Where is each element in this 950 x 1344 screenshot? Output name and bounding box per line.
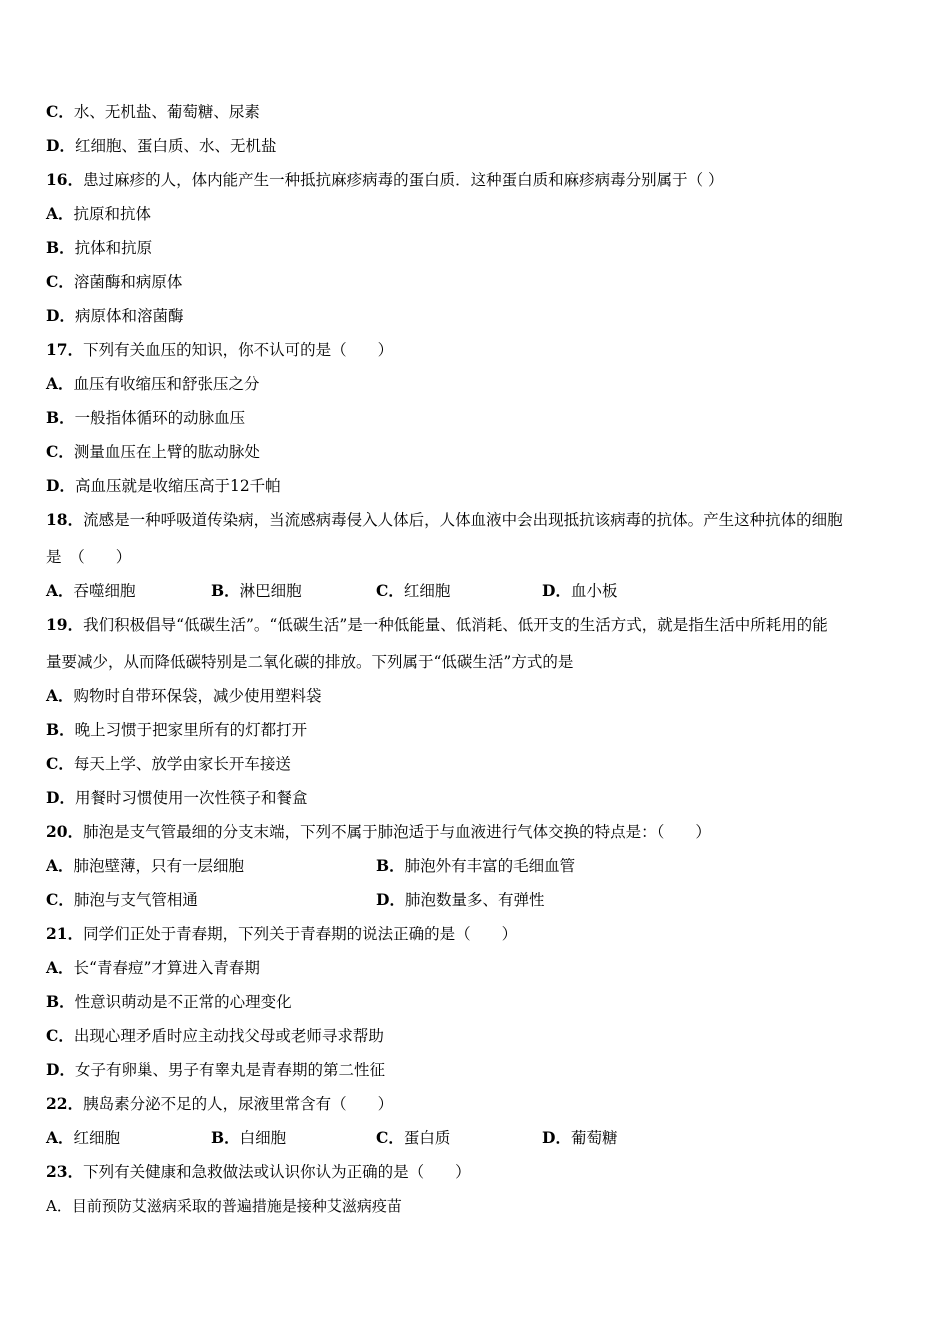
- q20-option-a: A．肺泡壁薄，只有一层细胞: [46, 856, 245, 875]
- q20-option-c: C．肺泡与支气管相通: [46, 890, 198, 909]
- q15-option-c: C．水、无机盐、葡萄糖、尿素: [46, 102, 260, 121]
- q23-option-a: A．目前预防艾滋病采取的普遍措施是接种艾滋病疫苗: [46, 1197, 402, 1215]
- q17-stem: 17．下列有关血压的知识，你不认可的是（ ）: [46, 340, 394, 359]
- q23-stem: 23．下列有关健康和急救做法或认识你认为正确的是（ ）: [46, 1162, 471, 1181]
- q20-options-cd: [46, 890, 906, 910]
- q18-option-c: C．红细胞: [376, 581, 451, 600]
- q19-option-c: C．每天上学、放学由家长开车接送: [46, 754, 291, 773]
- q21-option-b: B．性意识萌动是不正常的心理变化: [46, 992, 292, 1011]
- q19-stem-cont: 量要减少，从而降低碳特别是二氧化碳的排放。下列属于“低碳生活”方式的是: [46, 653, 574, 671]
- q19-option-b: B．晚上习惯于把家里所有的灯都打开: [46, 720, 308, 739]
- q16-stem: 16．患过麻疹的人，体内能产生一种抵抗麻疹病毒的蛋白质．这种蛋白质和麻疹病毒分别属于（ ）: [46, 170, 724, 189]
- q22-options: [46, 1128, 906, 1148]
- q22-option-a: A．红细胞: [46, 1128, 121, 1147]
- q21-stem: 21．同学们正处于青春期，下列关于青春期的说法正确的是（ ）: [46, 924, 518, 943]
- q17-option-d: D．高血压就是收缩压高于12千帕: [46, 476, 281, 495]
- q16-option-a: A．抗原和抗体: [46, 204, 152, 223]
- q20-option-b: B．肺泡外有丰富的毛细血管: [376, 856, 576, 875]
- q18-stem-cont: 是 （ ）: [46, 548, 132, 566]
- q22-option-c: C．蛋白质: [376, 1128, 451, 1147]
- q19-option-a: A．购物时自带环保袋，减少使用塑料袋: [46, 686, 322, 705]
- q17-option-a: A．血压有收缩压和舒张压之分: [46, 374, 260, 393]
- q22-option-b: B．白细胞: [211, 1128, 287, 1147]
- q17-option-c: C．测量血压在上臂的肱动脉处: [46, 442, 260, 461]
- q16-option-d: D．病原体和溶菌酶: [46, 306, 184, 325]
- q16-option-b: B．抗体和抗原: [46, 238, 153, 257]
- q16-option-c: C．溶菌酶和病原体: [46, 272, 183, 291]
- q15-option-d: D．红细胞、蛋白质、水、无机盐: [46, 136, 277, 155]
- q22-option-d: D．葡萄糖: [542, 1128, 618, 1147]
- q21-option-d: D．女子有卵巢、男子有睾丸是青春期的第二性征: [46, 1060, 385, 1079]
- q18-option-a: A．吞噬细胞: [46, 581, 136, 600]
- q21-option-c: C．出现心理矛盾时应主动找父母或老师寻求帮助: [46, 1026, 384, 1045]
- q21-option-a: A．长“青春痘”才算进入青春期: [46, 958, 260, 977]
- q19-stem: 19．我们积极倡导“低碳生活”。“低碳生活”是一种低能量、低消耗、低开支的生活方式，就是指生活中所耗用的能: [46, 615, 828, 634]
- q20-option-d: D．肺泡数量多、有弹性: [376, 890, 545, 909]
- q20-options-ab: [46, 856, 906, 876]
- q18-option-b: B．淋巴细胞: [211, 581, 302, 600]
- q20-stem: 20．肺泡是支气管最细的分支末端，下列不属于肺泡适于与血液进行气体交换的特点是：（ ）: [46, 822, 711, 841]
- q19-option-d: D．用餐时习惯使用一次性筷子和餐盒: [46, 788, 308, 807]
- q18-stem: 18．流感是一种呼吸道传染病，当流感病毒侵入人体后，人体血液中会出现抵抗该病毒的抗体。产生这种抗体的细胞: [46, 510, 843, 529]
- q22-stem: 22．胰岛素分泌不足的人，尿液里常含有（ ）: [46, 1094, 394, 1113]
- q17-option-b: B．一般指体循环的动脉血压: [46, 408, 246, 427]
- q18-options: [46, 581, 906, 601]
- q18-option-d: D．血小板: [542, 581, 618, 600]
